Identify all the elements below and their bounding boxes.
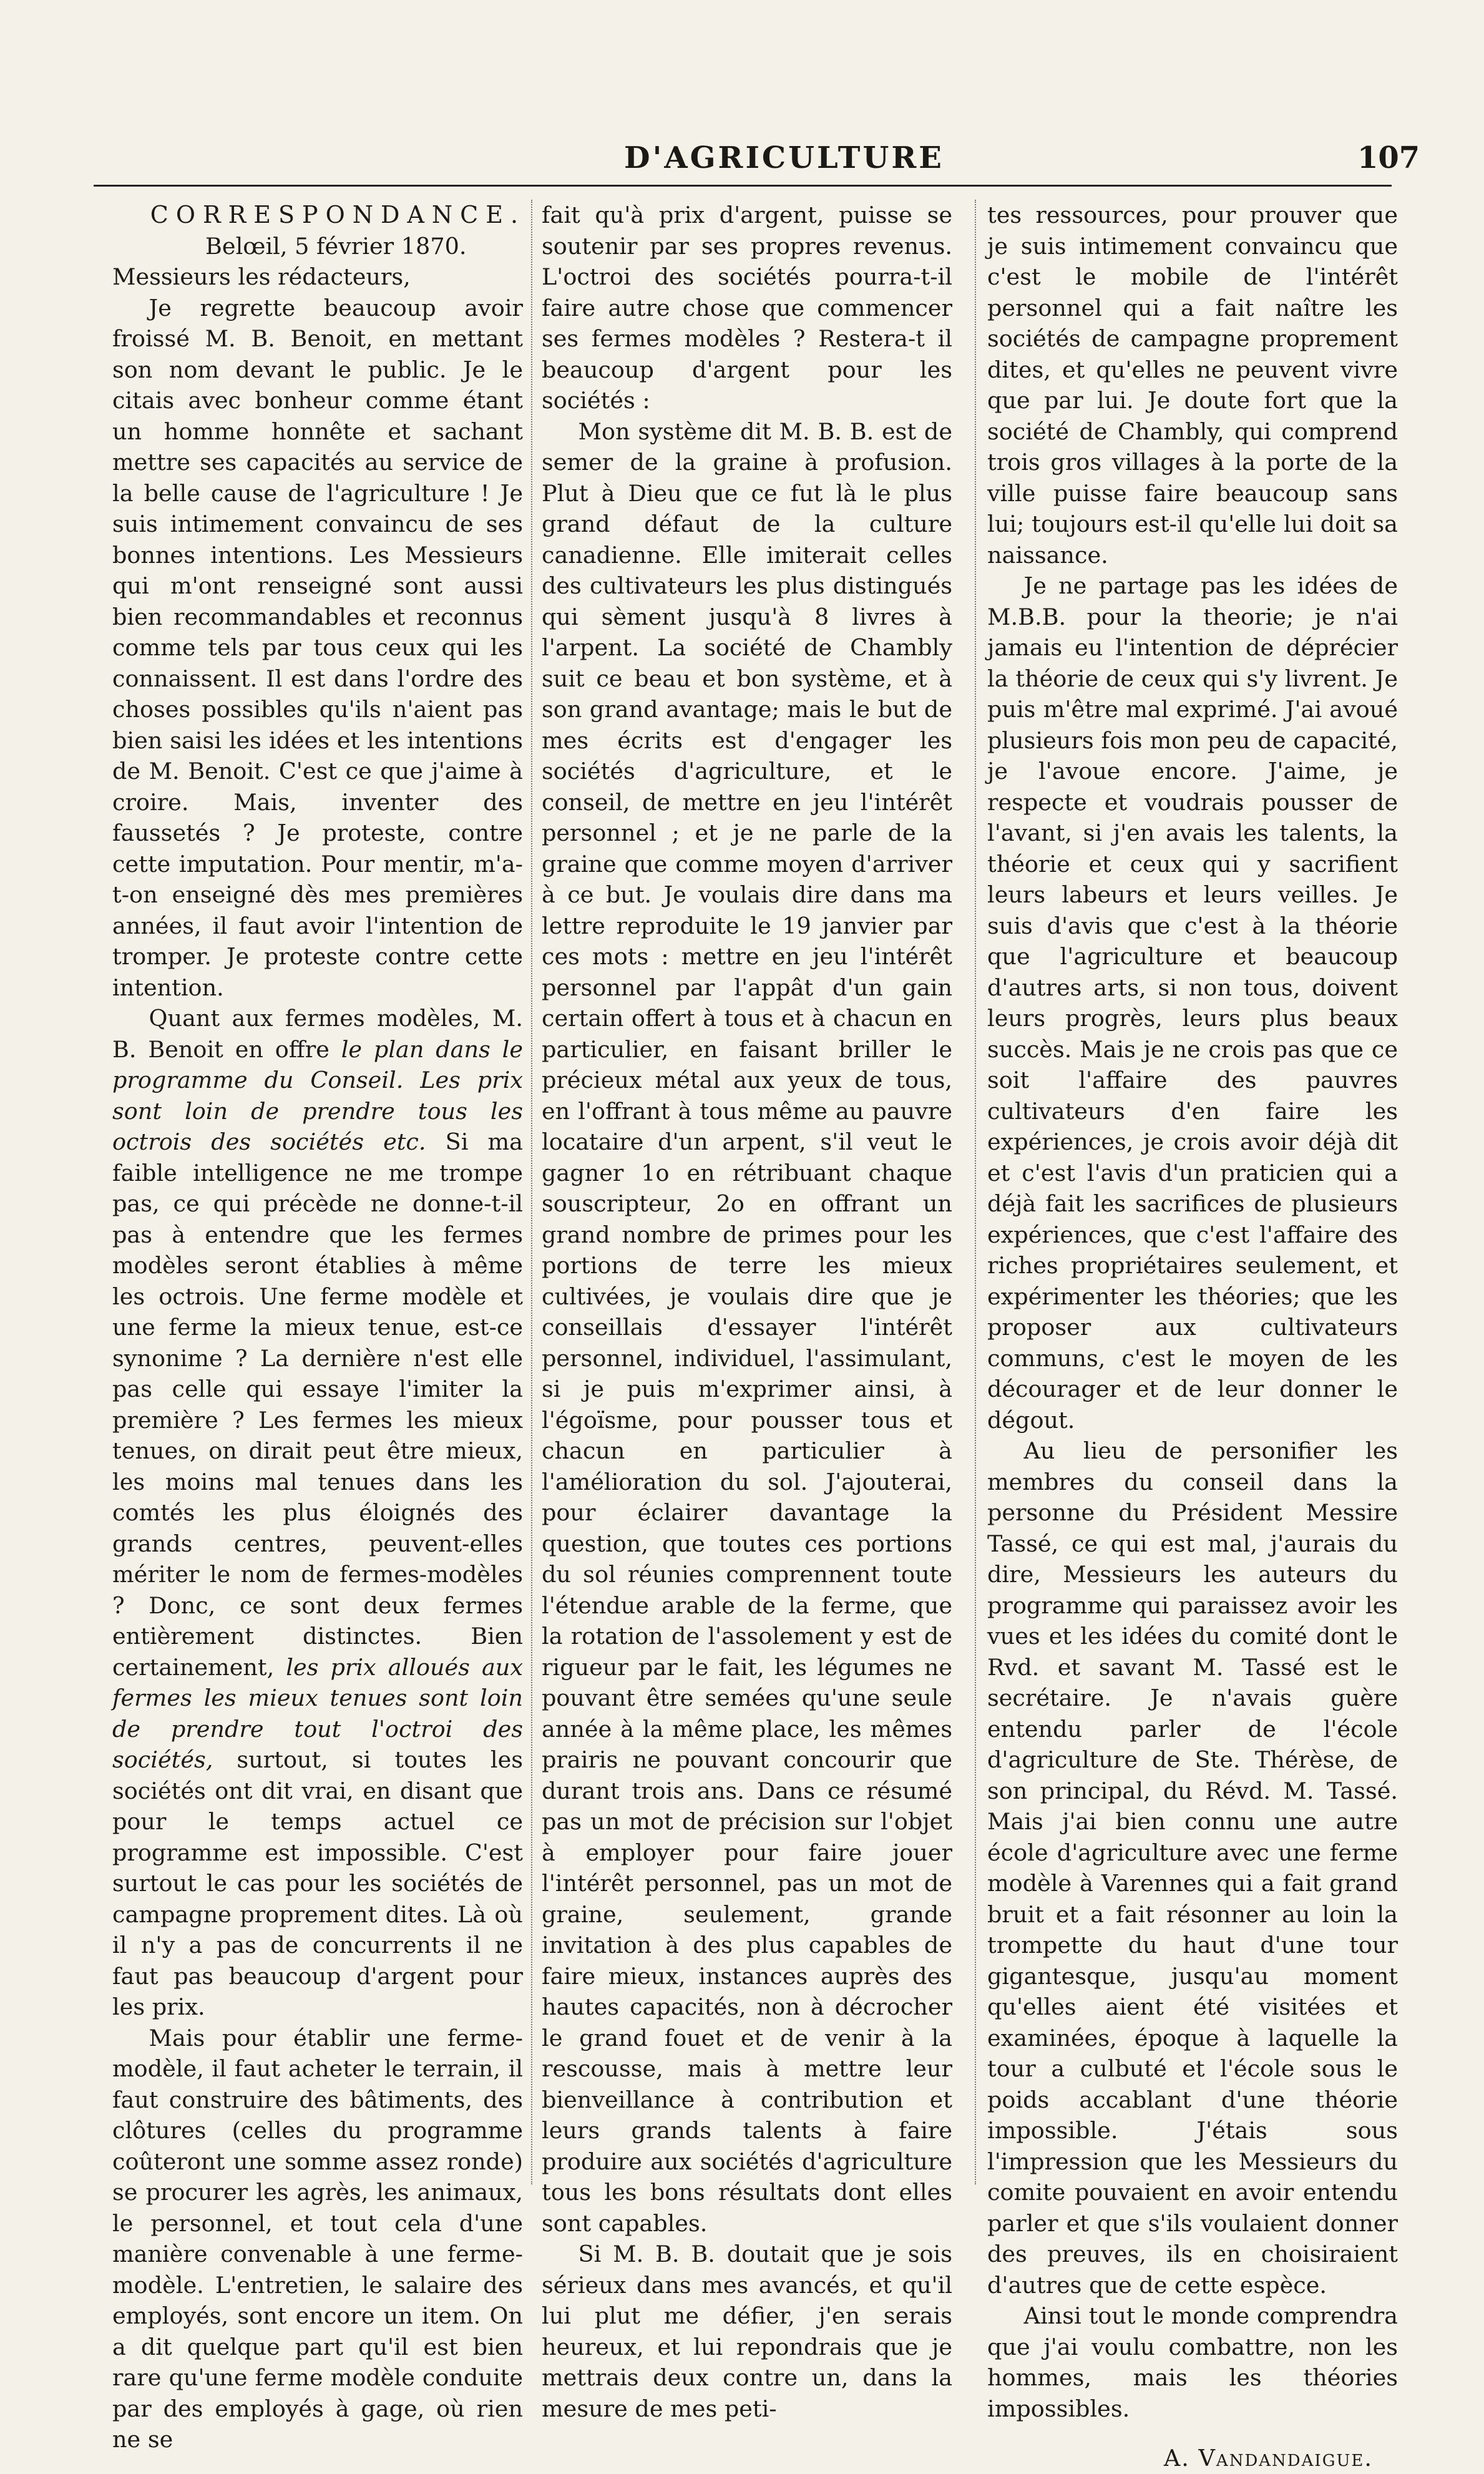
column-divider-2 <box>975 200 976 2184</box>
salutation: Messieurs les rédacteurs, <box>112 263 411 290</box>
column-3 <box>987 200 1398 2474</box>
column-divider-1 <box>531 200 532 2184</box>
column-2 <box>542 200 952 2424</box>
paragraph: Mon système dit M. B. B. est de semer de la graine à profusion. Plut à Dieu que ce fut là le plus grand défaut de la culture canadienne. Elle imiterait celles des cultivateurs les plus distingués qui sèment jusqu'à 8 livres à l'arpent. La société de Chambly suit ce beau et bon système, et à son grand avantage; mais le but de mes écrits est d'engager les sociétés d'agriculture, et le conseil, de mettre en jeu l'intérêt personnel ; et je ne parle de la graine que comme moyen d'arriver à ce but. Je voulais dire dans ma lettre reproduite le 19 janvier par ces mots : mettre en jeu l'intérêt personnel par l'appât d'un gain certain offert à tous et à chacun en particulier, en faisant briller le précieux métal aux yeux de tous, en l'offrant à tous même au pauvre locataire d'un arpent, s'il veut le gagner 1o en rétribuant chaque souscripteur, 2o en offrant un grand nombre de primes pour les portions de terre les mieux cultivées, je voulais dire que je conseillais d'essayer l'intérêt personnel, individuel, l'assimulant, si je puis m'exprimer ainsi, à l'égoïsme, pour pousser tous et chacun en particulier à l'amélioration du sol. J'ajouterai, pour éclairer davantage la question, que toutes ces portions du sol réunies comprennent toute l'étendue arable de la ferme, que la rotation de l'assolement y est de rigueur par le fait, les légumes ne pouvant être semées qu'une seule année à la même place, les mêmes prairis ne pouvant concourir que durant trois ans. Dans ce résumé pas un mot de précision sur l'objet à employer pour faire jouer l'intérêt personnel, pas un mot de graine, seulement, grande invitation à des plus capables de faire mieux, instances auprès des hautes capacités, non à décrocher le grand fouet et de venir à la rescousse, mais à mettre leur bienveillance à contribution et leurs grands talents à faire produire aux sociétés d'agriculture tous les bons résultats dont elles sont capables. <box>542 418 952 2237</box>
page-number: 107 <box>1357 140 1420 175</box>
section-title: CORRESPONDANCE. <box>150 201 526 228</box>
signature: A. Vandandaigue. <box>1163 2445 1373 2472</box>
paragraph: Au lieu de personifier les membres du conseil dans la personne du Président Messire Tassé, ce qui est mal, j'aurais du dire, Messieurs les auteurs du programme qui paraissez avoir les vues et les idées du comité dont le Rvd. et savant M. Tassé est le secrétaire. Je n'avais guère entendu parler de l'école d'agriculture de Ste. Thérèse, de son principal, du Révd. M. Tassé. Mais j'ai bien connu une autre école d'agriculture avec une ferme modèle à Varennes qui a fait grand bruit et a fait résonner au loin la trompette du haut d'une tour gigantesque, jusqu'au moment qu'elles aient été visitées et examinées, époque à laquelle la tour a culbuté et l'école sous le poids accablant d'une théorie impossible. J'étais sous l'impression que les Messieurs du comite pouvaient en avoir entendu parler et que s'ils voulaient donner des preuves, ils en choisiraient d'autres que de cette espèce. <box>987 1437 1398 2299</box>
paragraph: Ainsi tout le monde comprendra que j'ai voulu combattre, non les hommes, mais les théories impossibles. <box>987 2302 1398 2422</box>
paragraph: fait qu'à prix d'argent, puisse se soutenir par ses propres revenus. L'octroi des sociétés pourra-t-il faire autre chose que commencer ses fermes modèles ? Restera-t il beaucoup d'argent pour les sociétés : <box>542 202 952 414</box>
paragraph: tes ressources, pour prouver que je suis intimement convaincu que c'est le mobile de l'intérêt personnel qui a fait naître les sociétés de campagne proprement dites, et qu'elles ne peuvent vivre que par lui. Je doute fort que la société de Chambly, qui comprend trois gros villages à la porte de la ville puisse faire beaucoup sans lui; toujours est-il qu'elle lui doit sa naissance. <box>987 202 1398 569</box>
column-1 <box>112 200 526 2455</box>
paragraph-text: Si ma faible intelligence ne me trompe pas, ce qui précède ne donne-t-il pas à entendre que les fermes modèles seront établies à même les octrois. Une ferme modèle et une ferme la mieux tenue, est-ce synonime ? La dernière n'est elle pas celle qui essaye l'imiter la première ? Les fermes les mieux tenues, on dirait peut être mieux, les moins mal tenues dans les comtés les plus éloignés des grands centres, peuvent-elles mériter le nom de fermes-modèles ? Donc, ce sont deux fermes entièrement distinctes. Bien certainement, <box>112 1128 523 1681</box>
paragraph: Mais pour établir une ferme-modèle, il faut acheter le terrain, il faut construire des bâtiments, des clôtures (celles du programme coûteront une somme assez ronde) se procurer les agrès, les animaux, le personnel, et tout cela d'une manière convenable à une ferme-modèle. L'entretien, le salaire des employés, sont encore un item. On a dit quelque part qu'il est bien rare qu'une ferme modèle conduite par des employés à gage, où rien ne se <box>112 2024 523 2453</box>
paragraph-text: Quant aux fermes modèles, M. B. Benoit en offre <box>112 1005 523 1063</box>
paragraph <box>112 1003 523 2023</box>
paragraph-text: surtout, si toutes les sociétés ont dit vrai, en disant que pour le temps actuel ce programme est impossible. C'est surtout le cas pour les sociétés de campagne proprement dites. Là où il n'y a pas de concurrents il ne faut pas beaucoup d'argent pour les prix. <box>112 1746 523 2020</box>
paragraph: Je ne partage pas les idées de M.B.B. pour la theorie; je n'ai jamais eu l'intention de déprécier la théorie de ceux qui s'y livrent. Je puis m'être mal exprimé. J'ai avoué plusieurs fois mon peu de capacité, je l'avoue encore. J'aime, je respecte et voudrais pousser de l'avant, si j'en avais les talents, la théorie et ceux qui y sacrifient leurs labeurs et leurs veilles. Je suis d'avis que c'est à la théorie que l'agriculture et beaucoup d'autres arts, si non tous, doivent leurs progrès, leurs plus beaux succès. Mais je ne crois pas que ce soit l'affaire des pauvres cultivateurs d'en faire les expériences, je crois avoir déjà dit et c'est l'avis d'un praticien qui a déjà fait les sacrifices de plusieurs expériences, que c'est l'affaire des riches propriétaires seulement, et expérimenter les théories; que les proposer aux cultivateurs communs, c'est le moyen de les décourager et de leur donner le dégout. <box>987 572 1398 1434</box>
header-rule <box>94 185 1392 187</box>
paragraph: Si M. B. B. doutait que je sois sérieux dans mes avancés, et qu'il lui plut me défier, j'en serais heureux, et lui repondrais que je mettrais deux contre un, dans la mesure de mes peti- <box>542 2241 952 2422</box>
running-head: D'AGRICULTURE <box>624 140 944 175</box>
emphasis-text: le plan dans le programme du Conseil. Les prix sont loin de prendre tous les octrois des sociétés etc. <box>112 1035 523 1155</box>
emphasis-text: les prix alloués aux fermes les mieux tenues sont loin de prendre tout l'octroi des sociétés, <box>112 1653 523 1773</box>
dateline: Belœil, 5 février 1870. <box>205 232 467 260</box>
paragraph: Je regrette beaucoup avoir froissé M. B. Benoit, en mettant son nom devant le public. Je le citais avec bonheur comme étant un homme honnête et sachant mettre ses capacités au service de la belle cause de l'agriculture ! Je suis intimement convaincu de ses bonnes intentions. Les Messieurs qui m'ont renseigné sont aussi bien recommandables et reconnus comme tels par tous ceux qui les connaissent. Il est dans l'ordre des choses possibles qu'ils n'aient pas bien saisi les idées et les intentions de M. Benoit. C'est ce que j'aime à croire. Mais, inventer des faussetés ? Je proteste, contre cette imputation. Pour mentir, m'a-t-on enseigné dès mes premières années, il faut avoir l'intention de tromper. Je proteste contre cette intention. <box>112 294 523 1001</box>
